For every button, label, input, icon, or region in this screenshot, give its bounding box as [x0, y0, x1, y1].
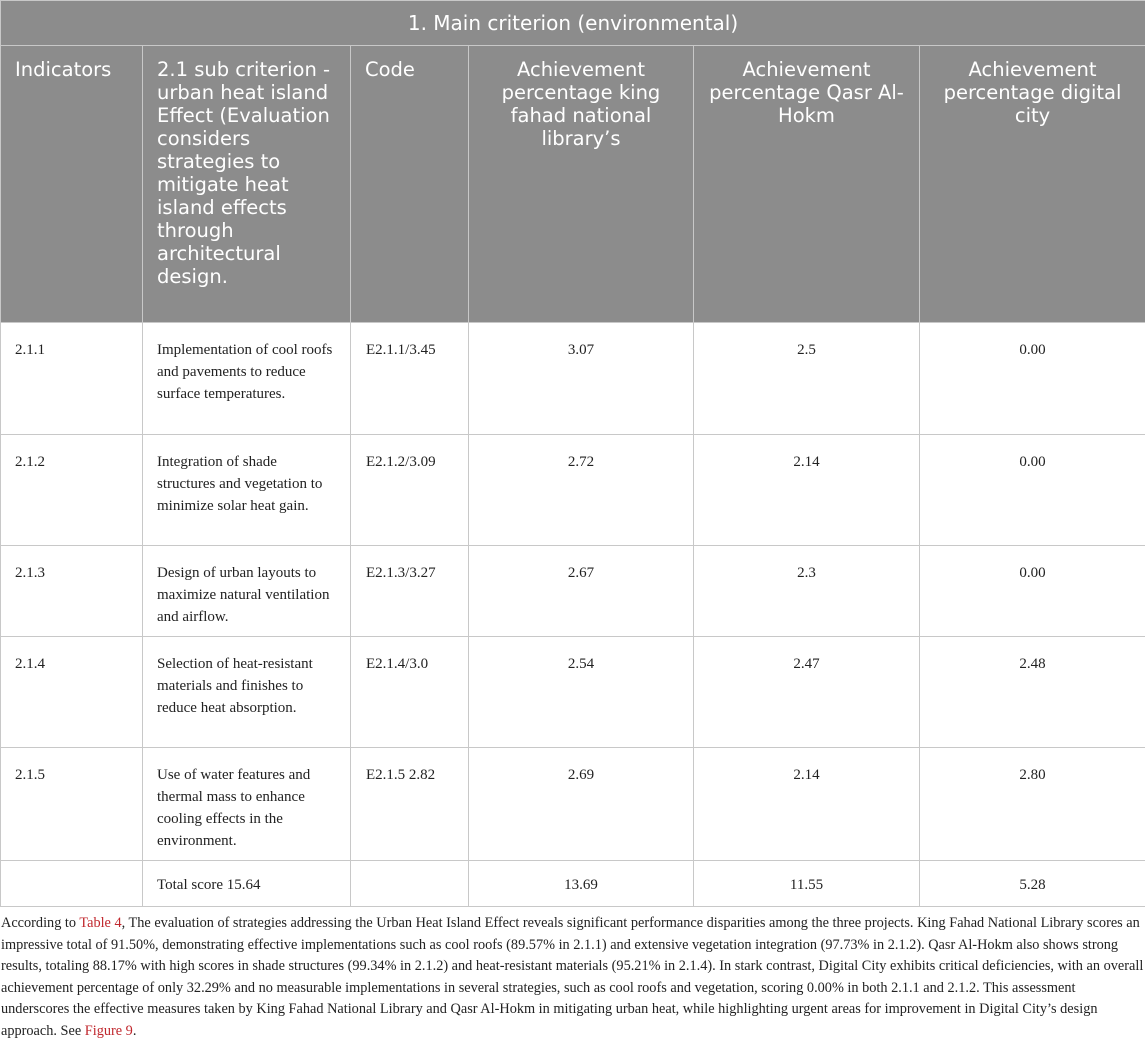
king-fahad-cell: 3.07 [469, 323, 694, 435]
total-digital-cell: 5.28 [920, 861, 1145, 907]
total-king-fahad-cell: 13.69 [469, 861, 694, 907]
description-cell: Implementation of cool roofs and pavements to reduce surface temperatures. [143, 323, 351, 435]
table-row [1, 435, 1145, 546]
king-fahad-cell: 2.69 [469, 748, 694, 861]
header-digital-city: Achievement percentage digital city [920, 46, 1145, 323]
digital-cell: 2.48 [920, 637, 1145, 748]
table-row [1, 323, 1145, 435]
king-fahad-cell: 2.54 [469, 637, 694, 748]
description-cell: Selection of heat-resistant materials and finishes to reduce heat absorption. [143, 637, 351, 748]
table-header-row [1, 46, 1145, 323]
table-title: 1. Main criterion (environmental) [1, 1, 1145, 46]
header-qasr-al-hokm: Achievement percentage Qasr Al-Hokm [694, 46, 920, 323]
header-code: Code [351, 46, 469, 323]
analysis-paragraph [1, 913, 1144, 1042]
qasr-cell: 2.5 [694, 323, 920, 435]
digital-cell: 0.00 [920, 435, 1145, 546]
digital-cell: 2.80 [920, 748, 1145, 861]
paragraph-prefix: According to [1, 915, 79, 931]
description-cell: Use of water features and thermal mass to enhance cooling effects in the environment. [143, 748, 351, 861]
description-cell: Design of urban layouts to maximize natural ventilation and airflow. [143, 546, 351, 637]
indicator-cell: 2.1.5 [1, 748, 143, 861]
qasr-cell: 2.14 [694, 748, 920, 861]
table-row [1, 637, 1145, 748]
total-label-cell: Total score 15.64 [143, 861, 351, 907]
figure-9-link[interactable]: Figure 9 [85, 1023, 133, 1039]
paragraph-suffix: . [133, 1023, 137, 1039]
indicator-cell: 2.1.4 [1, 637, 143, 748]
digital-cell: 0.00 [920, 323, 1145, 435]
code-cell: E2.1.4/3.0 [351, 637, 469, 748]
paragraph-body: , The evaluation of strategies addressing the Urban Heat Island Effect reveals significant performance disparities among the three projects. King Fahad National Library scores an impressive total of 91.50%, demonstrating effective implementations such as cool roofs (89.57% in 2.1.1) and extensive vegetation integration (97.73% in 2.1.2). Qasr Al-Hokm also shows strong results, totaling 88.17% with high scores in shade structures (99.34% in 2.1.2) and heat-resistant materials (95.21% in 2.1.4). In stark contrast, Digital City exhibits critical deficiencies, with an overall achievement percentage of only 32.29% and no measurable implementations in several strategies, such as cool roofs and vegetation, scoring 0.00% in both 2.1.1 and 2.1.2. This assessment underscores the effective measures taken by King Fahad National Library and Qasr Al-Hokm in mitigating urban heat, while highlighting urgent areas for improvement in Digital City’s design approach. See [1, 915, 1143, 1039]
total-row [1, 861, 1145, 907]
digital-cell: 0.00 [920, 546, 1145, 637]
code-cell: E2.1.1/3.45 [351, 323, 469, 435]
king-fahad-cell: 2.67 [469, 546, 694, 637]
qasr-cell: 2.3 [694, 546, 920, 637]
code-cell: E2.1.2/3.09 [351, 435, 469, 546]
code-cell: E2.1.3/3.27 [351, 546, 469, 637]
table-4-link[interactable]: Table 4 [79, 915, 121, 931]
table-row [1, 748, 1145, 861]
indicator-cell: 2.1.2 [1, 435, 143, 546]
table-row [1, 546, 1145, 637]
indicator-cell: 2.1.1 [1, 323, 143, 435]
header-king-fahad: Achievement percentage king fahad national library’s [469, 46, 694, 323]
code-cell: E2.1.5 2.82 [351, 748, 469, 861]
description-cell: Integration of shade structures and vegetation to minimize solar heat gain. [143, 435, 351, 546]
qasr-cell: 2.47 [694, 637, 920, 748]
total-code-cell [351, 861, 469, 907]
header-indicators: Indicators [1, 46, 143, 323]
king-fahad-cell: 2.72 [469, 435, 694, 546]
total-qasr-cell: 11.55 [694, 861, 920, 907]
header-sub-criterion: 2.1 sub criterion - urban heat island Effect (Evaluation considers strategies to mitigate heat island effects through architectural design. [143, 46, 351, 323]
table-title-row [1, 1, 1145, 46]
qasr-cell: 2.14 [694, 435, 920, 546]
total-indicator-cell [1, 861, 143, 907]
indicator-cell: 2.1.3 [1, 546, 143, 637]
